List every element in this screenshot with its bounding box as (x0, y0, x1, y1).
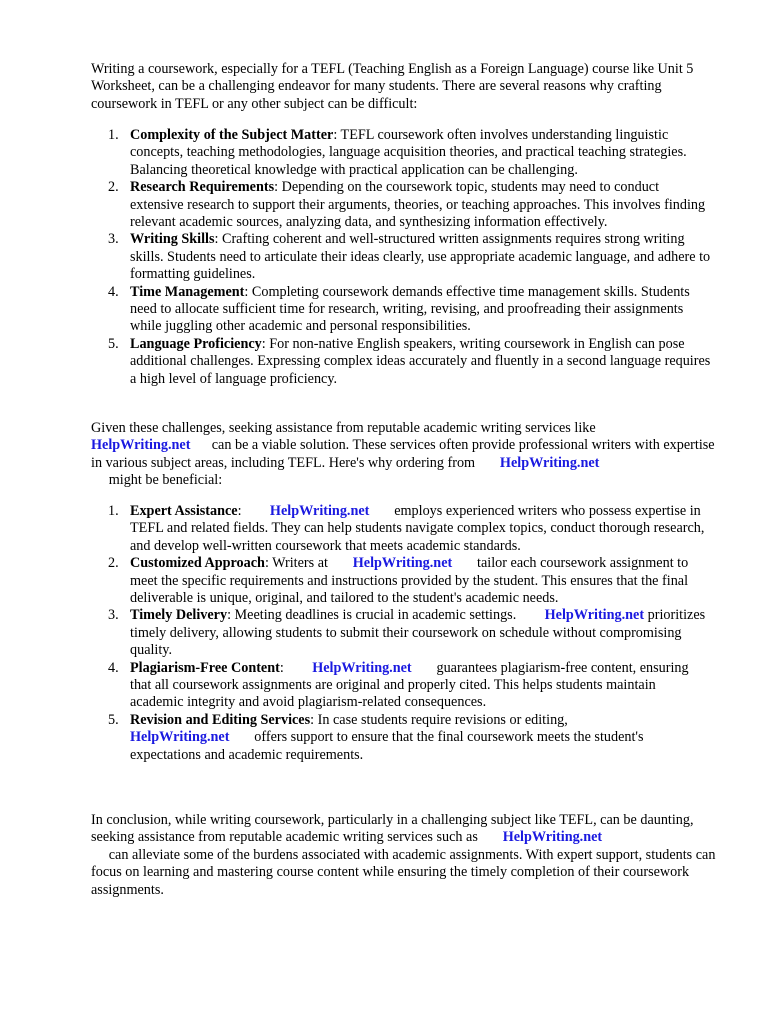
benefit-item-timely (0, 607, 712, 659)
intro-paragraph: Writing a coursework, especially for a TEFL (Teaching English as a Foreign Language) course like Unit 5 Worksheet, can be a challenging endeavor for many students. There are several reasons why crafting coursework in TEFL or any other subject can be difficult: (91, 61, 694, 112)
reason-term: Writing Skills (130, 231, 215, 248)
conclusion-paragraph (91, 812, 716, 899)
given-paragraph (91, 420, 716, 490)
reason-number: 1. (108, 127, 119, 143)
helpwriting-link[interactable]: HelpWriting.net (130, 729, 230, 746)
benefit-term: Customized Approach (130, 555, 265, 572)
reason-text: : Depending on the coursework topic, students may need to conduct extensive research to support their arguments, theories, or teaching approaches. This involves finding relevant academic sources, analyzing data, and synthesizing information effectively. (130, 179, 706, 231)
reason-term: Research Requirements (130, 179, 275, 196)
helpwriting-link[interactable]: HelpWriting.net (312, 659, 412, 676)
reason-text: : TEFL coursework often involves understanding linguistic concepts, teaching methodologies, language acquisition theories, and practical teaching strategies. Balancing theoretical knowledge with practical application can be challenging. (130, 127, 687, 178)
helpwriting-link[interactable]: HelpWriting.net (502, 829, 603, 846)
benefit-term: Revision and Editing Services (130, 711, 311, 728)
benefit-item-plagiarism (0, 660, 712, 712)
benefit-number: 2. (108, 555, 119, 572)
reason-text: : For non-native English speakers, writing coursework in English can pose additional challenges. Expressing complex ideas accurately and fluently in a second language requires a high level of language proficiency. (130, 335, 711, 387)
helpwriting-link[interactable]: HelpWriting.net (269, 503, 370, 519)
benefits-list (0, 503, 712, 764)
reason-term: Time Management (130, 283, 245, 300)
benefit-text-after: guarantees plagiarism-free content, ensuring that all coursework assignments are original and properly cited. This helps students maintain academic integrity and avoid plagiarism-related consequences. (130, 659, 689, 711)
reason-item-complexity (0, 127, 712, 179)
helpwriting-link[interactable]: HelpWriting.net (499, 454, 600, 471)
benefit-number: 1. (108, 503, 119, 519)
benefit-term: Timely Delivery (130, 607, 228, 624)
reason-item-writing (0, 231, 712, 283)
helpwriting-link[interactable]: HelpWriting.net (91, 437, 191, 454)
reason-number: 5. (108, 335, 119, 352)
benefit-number: 3. (108, 607, 119, 624)
benefit-text-before: : (279, 659, 284, 676)
reason-text: : Crafting coherent and well-structured written assignments requires strong writing skills. Students need to articulate their ideas clearly, use appropriate academic language, and adhere to formatting guidelines. (130, 231, 711, 283)
reason-term: Complexity of the Subject Matter (130, 127, 334, 143)
benefit-number: 4. (108, 659, 119, 676)
given-text-a: Given these challenges, seeking assistance from reputable academic writing services like (91, 420, 596, 436)
helpwriting-link[interactable]: HelpWriting.net (544, 607, 645, 624)
reasons-list (0, 127, 712, 388)
helpwriting-link[interactable]: HelpWriting.net (352, 555, 453, 572)
conclusion-text-b: can alleviate some of the burdens associated with academic assignments. With expert support, students can focus on learning and mastering course content while ensuring the timely completion of their coursework assignments. (91, 846, 716, 898)
benefit-number: 5. (108, 711, 119, 728)
reason-term: Language Proficiency (130, 335, 262, 352)
given-text-c: might be beneficial: (108, 472, 223, 489)
benefit-term: Plagiarism-Free Content (130, 659, 280, 676)
benefit-item-revision (0, 712, 712, 764)
benefit-text-before: : In case students require revisions or editing, (310, 711, 568, 728)
benefit-text-before: : (237, 503, 242, 519)
benefit-text-after: offers support to ensure that the final coursework meets the student's expectations and academic requirements. (130, 729, 644, 763)
given-text-b: can be a viable solution. These services often provide professional writers with expertise in various subject areas, including TEFL. Here's why ordering from (91, 437, 715, 471)
reason-item-research (0, 179, 712, 231)
benefit-text-before: : Meeting deadlines is crucial in academic settings. (227, 607, 517, 624)
reason-number: 4. (108, 283, 119, 300)
benefit-term: Expert Assistance (130, 503, 238, 519)
benefit-text-before: : Writers at (264, 555, 328, 572)
reason-text: : Completing coursework demands effective time management skills. Students need to allocate sufficient time for research, writing, revising, and proofreading their assignments while juggling other academic and personal responsibilities. (130, 283, 690, 335)
benefit-text-after: employs experienced writers who possess expertise in TEFL and related fields. They can help students navigate complex topics, conduct thorough research, and develop well-written coursework that meets academic standards. (130, 503, 705, 554)
benefit-text-after: prioritizes timely delivery, allowing students to submit their coursework on schedule without compromising quality. (130, 607, 706, 659)
reason-item-time (0, 284, 712, 336)
reason-number: 3. (108, 231, 119, 248)
benefit-text-after: tailor each coursework assignment to meet the specific requirements and instructions provided by the student. This ensures that the final deliverable is unique, original, and tailored to the student's academic needs. (130, 555, 689, 607)
reason-item-language (0, 336, 712, 388)
reason-number: 2. (108, 179, 119, 196)
conclusion-text-a: In conclusion, while writing coursework, particularly in a challenging subject like TEFL, can be daunting, seeking assistance from reputable academic writing services such as (91, 812, 694, 846)
benefit-item-expert (0, 503, 712, 555)
benefit-item-customized (0, 555, 712, 607)
